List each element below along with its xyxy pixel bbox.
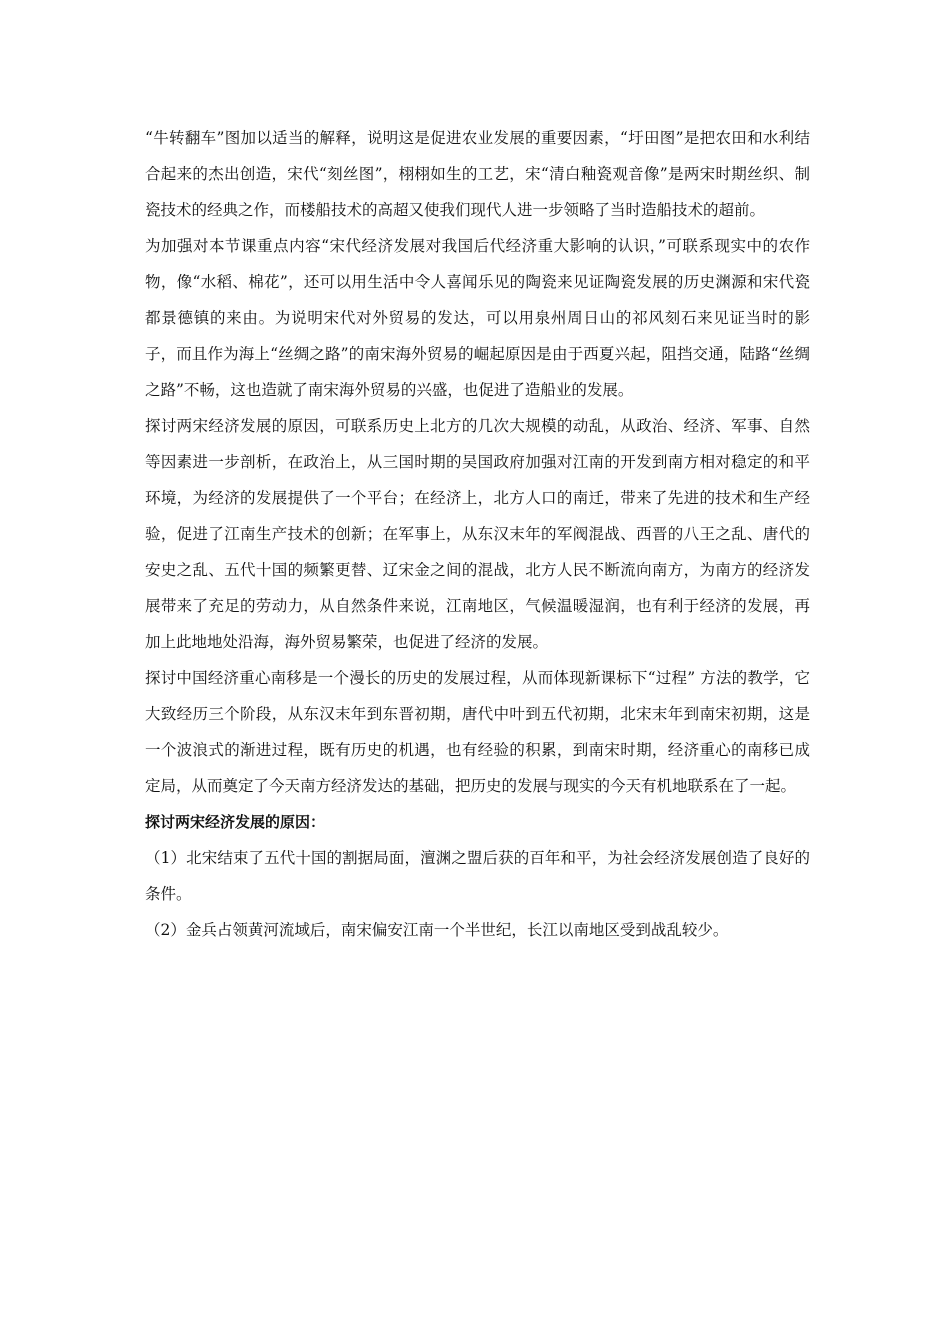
section-heading: 探讨两宋经济发展的原因： [145,813,326,831]
paragraph-song-economy-influence: 为加强对本节课重点内容“宋代经济发展对我国后代经济重大影响的认识，”可联系现实中的农作物，像“水稻、棉花”，还可以用生活中令人喜闻乐见的陶瓷来见证陶瓷发展的历史渊源和宋代瓷都景德镇的来由。为说明宋代对外贸易的发达，可以用泉州周日山的祁风刻石来见证当时的影子，而且作为海上“丝绸之路”的南宋海外贸易的崛起原因是由于西夏兴起，阻挡交通，陆路“丝绸之路”不畅，这也造就了南宋海外贸易的兴盛，也促进了造船业的发展。 [145,237,810,399]
paragraph-development-causes: 探讨两宋经济发展的原因，可联系历史上北方的几次大规模的动乱，从政治、经济、军事、自然等因素进一步剖析，在政治上，从三国时期的吴国政府加强对江南的开发到南方相对稳定的和平环境，为经济的发展提供了一个平台；在经济上，北方人口的南迁，带来了先进的技术和生产经验，促进了江南生产技术的创新；在军事上，从东汉末年的军阀混战、西晋的八王之乱、唐代的安史之乱、五代十国的频繁更替、辽宋金之间的混战，北方人民不断流向南方，为南方的经济发展带来了充足的劳动力，从自然条件来说，江南地区，气候温暖湿润，也有利于经济的发展，再加上此地地处沿海，海外贸易繁荣，也促进了经济的发展。 [145,417,810,651]
list-item: （1）北宋结束了五代十国的割据局面，澶渊之盟后获的百年和平，为社会经济发展创造了良好的条件。 [145,849,810,903]
paragraph-craft-illustrations: “牛转翻车”图加以适当的解释，说明这是促进农业发展的重要因素，“圩田图”是把农田和水利结合起来的杰出创造，宋代“刻丝图”，栩栩如生的工艺，宋“清白釉瓷观音像”是两宋时期丝织、制瓷技术的经典之作，而楼船技术的高超又使我们现代人进一步领略了当时造船技术的超前。 [145,129,810,219]
document-body [145,120,810,948]
paragraph-economic-center-shift: 探讨中国经济重心南移是一个漫长的历史的发展过程，从而体现新课标下“过程” 方法的教学，它大致经历三个阶段，从东汉末年到东晋初期，唐代中叶到五代初期，北宋末年到南宋初期，这是一个波浪式的渐进过程，既有历史的机遇，也有经验的积累，到南宋时期，经济重心的南移已成定局，从而奠定了今天南方经济发达的基础，把历史的发展与现实的今天有机地联系在了一起。 [145,669,810,795]
list-item: （2）金兵占领黄河流域后，南宋偏安江南一个半世纪，长江以南地区受到战乱较少。 [145,921,729,939]
